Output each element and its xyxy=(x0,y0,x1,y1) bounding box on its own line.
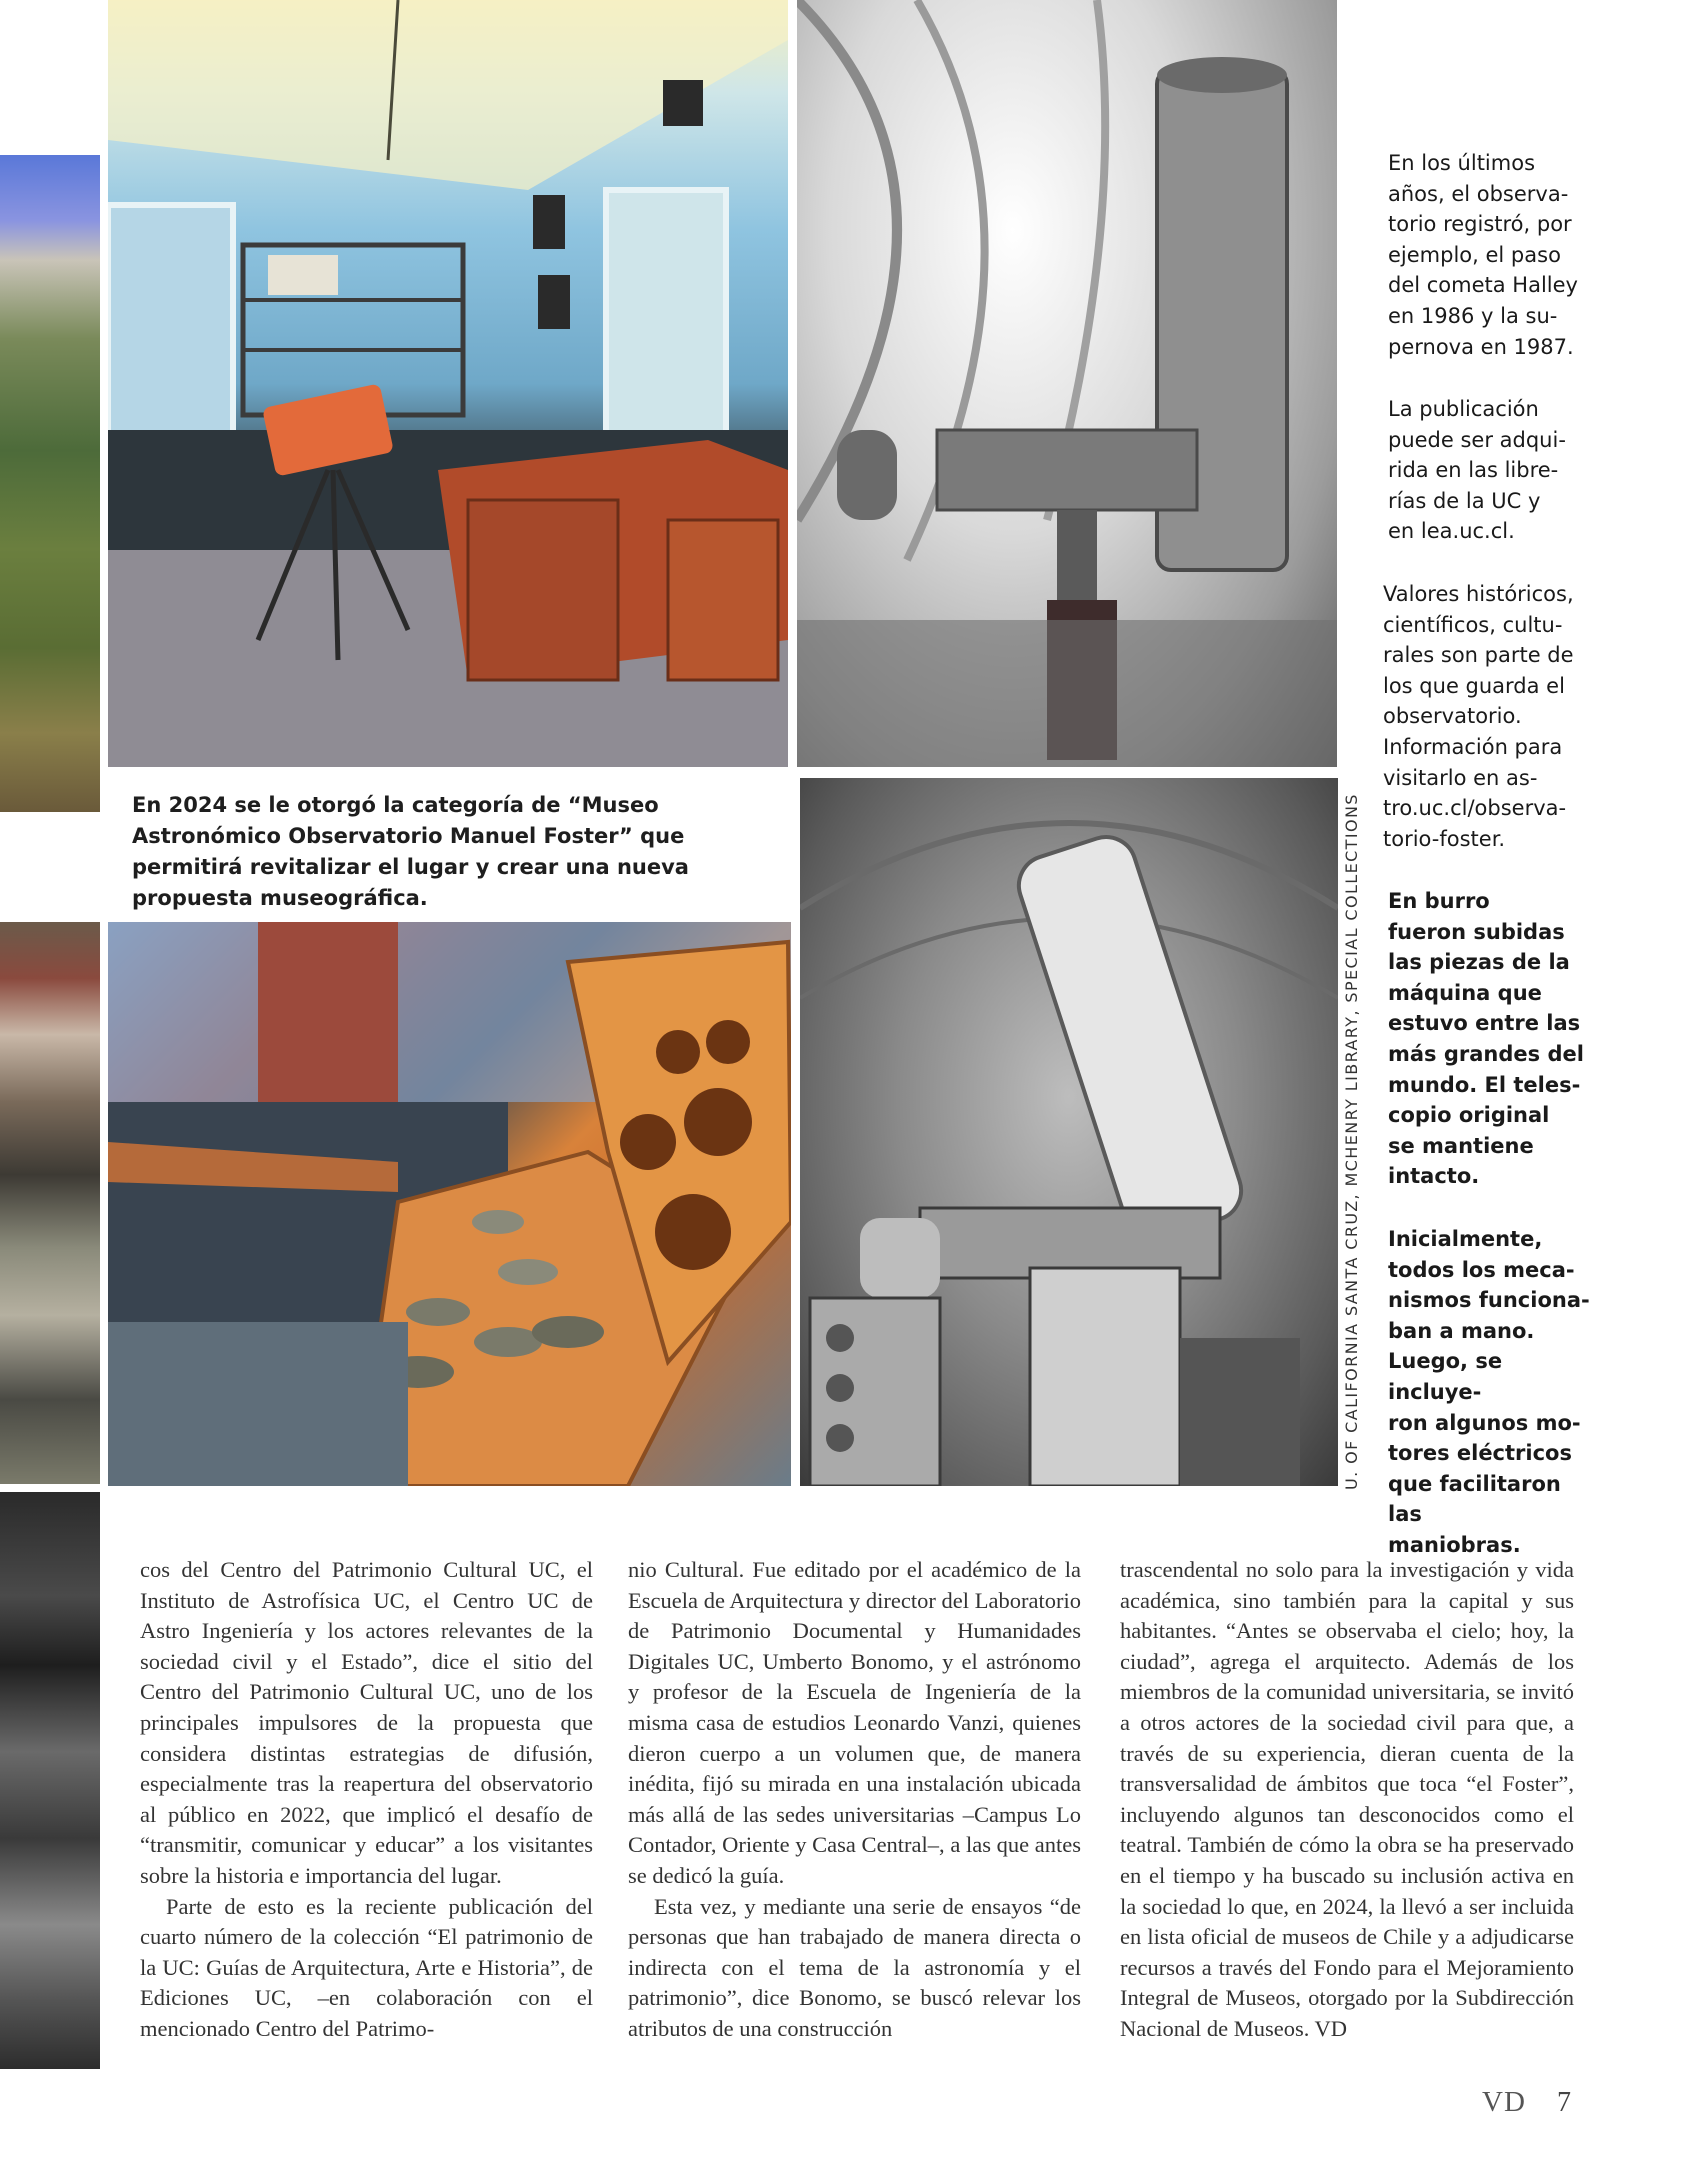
sidebar-note-bold: Inicialmente, todos los meca- nismos funciona- ban a mano. Luego, se incluye- ron algunos mo- tores eléctricos que facilitaron las maniobras. xyxy=(1388,1227,1590,1557)
photo-historic-telescope xyxy=(800,778,1338,1486)
sidebar-note-bold: En burro fueron subidas las piezas de la máquina que estuvo entre las más grandes del mundo. El teles- copio original se mantiene intacto. xyxy=(1388,889,1584,1189)
photo-dome-telescope xyxy=(797,0,1337,767)
body-column-2 xyxy=(628,1555,1081,2045)
photo-credit: U. OF CALIFORNIA SANTA CRUZ, MCHENRY LIBRARY, SPECIAL COLLECTIONS xyxy=(1342,793,1361,1490)
body-paragraph: trascendental no solo para la investigación y vida académica, sino también para la capital y sus habitantes. “Antes se observaba el cielo; hoy, la ciudad”, agrega el arquitecto. Además de los miembros de la comunidad universitaria, se invitó a otros actores de la sociedad civil para que, a través de su experiencia, dieran cuenta de la transversalidad de ámbitos que toca “el Foster”, incluyendo algunos tan desconocidos como el teatral. También de cómo la obra se ha preservado en el tiempo y ha buscado su inclusión activa en la sociedad lo que, en 2024, la llevó a ser incluida en lista oficial de museos de Chile y a adjudicarse recursos a través del Fondo para el Mejoramiento Integral de Museos, otorgado por la Subdirección Nacional de Museos. VD xyxy=(1120,1557,1574,2041)
photo-observatory-room xyxy=(108,0,788,767)
body-paragraph: nio Cultural. Fue editado por el académico de la Escuela de Arquitectura y director del Laboratorio de Patrimonio Documental y Humanidades Digitales UC, Umberto Bonomo, y el astrónomo y profesor de la Escuela de Ingeniería de la misma casa de estudios Leonardo Vanzi, quienes dieron cuerpo a un volumen que, de manera inédita, fijó su mirada en una instalación ubicada más allá de las sedes universitarias –Campus Lo Contador, Oriente y Casa Central–, a las que antes se dedicó la guía. xyxy=(628,1557,1081,1888)
page-number: 7 xyxy=(1557,2087,1571,2118)
edge-photo-landscape xyxy=(0,155,100,812)
body-paragraph: Esta vez, y mediante una serie de ensayos “de personas que han trabajado de manera directa o indirecta con el tema de la astronomía y el patrimonio”, dice Bonomo, se buscó relevar los atributos de una construcción xyxy=(628,1893,1081,2041)
sidebar-note: En los últimos años, el observa- torio registró, por ejemplo, el paso del cometa Halley en 1986 y la su- pernova en 1987. xyxy=(1388,151,1578,359)
body-column-3 xyxy=(1120,1555,1574,2045)
body-paragraph: cos del Centro del Patrimonio Cultural UC, el Instituto de Astrofísica UC, el Centro UC de Astro Ingeniería y los actores relevantes de la sociedad civil y el Estado”, dice el sitio del Centro del Patrimonio Cultural UC, uno de los principales impulsores de la propuesta que considera distintas estrategias de difusión, especialmente tras la reapertura del observatorio al público en 2022, que implicó el desafío de “transmitir, comunicar y educar” a los visitantes sobre la historia e importancia del lugar. xyxy=(140,1557,593,1888)
edge-photo-interior xyxy=(0,1492,100,2069)
photo-weights-box xyxy=(108,922,791,1486)
sidebar-note: La publicación puede ser adqui- rida en las libre- rías de la UC y en lea.uc.cl. xyxy=(1388,397,1566,544)
edge-photo-building xyxy=(0,922,100,1484)
sidebar-note: Valores históricos, científicos, cultu- rales son parte de los que guarda el observatorio. Información para visitarlo en as- tro.uc.cl/observa- torio-foster. xyxy=(1383,582,1574,851)
magazine-mark: VD xyxy=(1482,2086,1526,2118)
body-paragraph: Parte de esto es la reciente publicación del cuarto número de la colección “El patrimonio de la UC: Guías de Arquitectura, Arte e Historia”, de Ediciones UC, –en colaboración con el mencionado Centro del Patrimo- xyxy=(140,1893,593,2041)
body-column-1 xyxy=(140,1555,593,2045)
photo-caption: En 2024 se le otorgó la categoría de “Museo Astronómico Observatorio Manuel Foster” que permitirá revitalizar el lugar y crear una nueva propuesta museográfica. xyxy=(132,793,689,910)
